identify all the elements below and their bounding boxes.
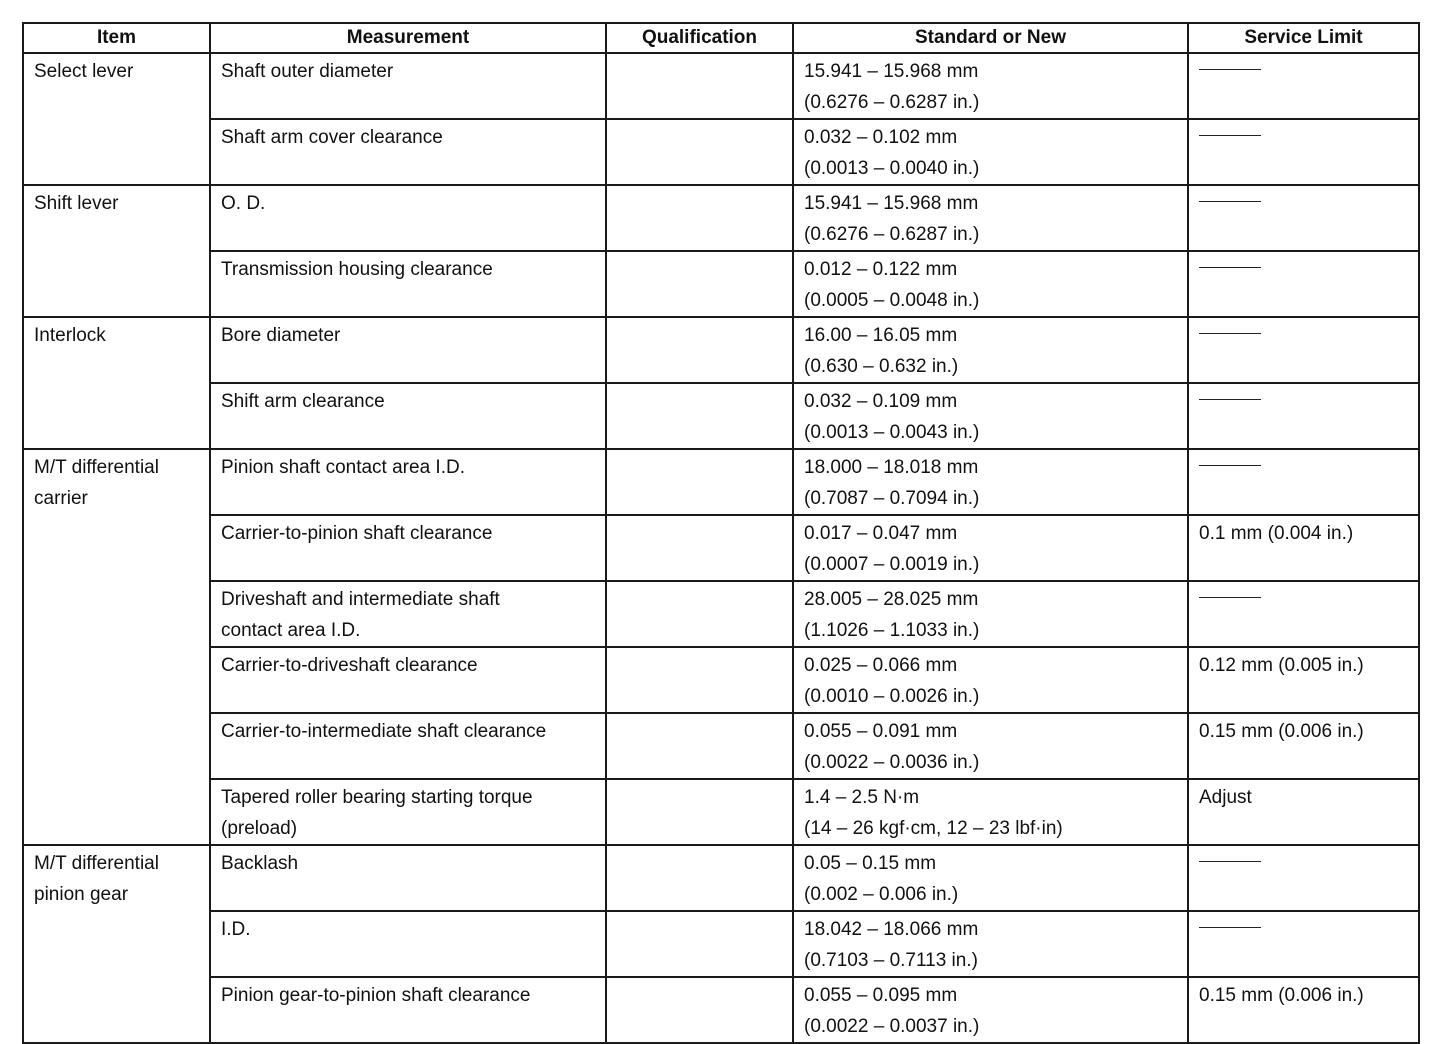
- measurement-line: I.D.: [221, 919, 251, 940]
- item-name-line: Interlock: [34, 325, 106, 346]
- standard-value-imperial: (14 – 26 kgf·cm, 12 – 23 lbf·in): [804, 818, 1063, 839]
- service-limit-cell: [1188, 911, 1419, 977]
- qualification-cell: [606, 779, 793, 845]
- measurement-cell: [210, 449, 606, 515]
- item-name-line: M/T differential: [34, 853, 159, 874]
- qualification-cell: [606, 449, 793, 515]
- standard-value-metric: 28.005 – 28.025 mm: [804, 589, 979, 610]
- item-name-line: Shift lever: [34, 193, 119, 214]
- service-limit-cell: [1188, 185, 1419, 251]
- no-limit-dash: [1199, 267, 1261, 268]
- table-row: [23, 647, 1419, 713]
- table-row: [23, 317, 1419, 383]
- specification-table: [22, 22, 1420, 1044]
- standard-value-metric: 18.000 – 18.018 mm: [804, 457, 979, 478]
- item-name-line: pinion gear: [34, 884, 129, 905]
- service-limit-cell: [1188, 119, 1419, 185]
- table-row: [23, 911, 1419, 977]
- service-limit-cell: [1188, 515, 1419, 581]
- no-limit-dash: [1199, 333, 1261, 334]
- measurement-line: Carrier-to-driveshaft clearance: [221, 655, 478, 676]
- qualification-cell: [606, 515, 793, 581]
- qualification-cell: [606, 977, 793, 1043]
- service-limit-cell: [1188, 713, 1419, 779]
- standard-value-imperial: (0.0022 – 0.0036 in.): [804, 752, 980, 773]
- no-limit-dash: [1199, 399, 1261, 400]
- service-limit-cell: [1188, 581, 1419, 647]
- table-row: [23, 713, 1419, 779]
- measurement-line: (preload): [221, 818, 298, 839]
- standard-value-metric: 18.042 – 18.066 mm: [804, 919, 979, 940]
- item-cell: [23, 185, 210, 317]
- standard-value-metric: 0.017 – 0.047 mm: [804, 523, 958, 544]
- standard-value-imperial: (0.7087 – 0.7094 in.): [804, 488, 980, 509]
- header-measurement: Measurement: [210, 23, 606, 53]
- table-row: [23, 845, 1419, 911]
- measurement-line: Shaft arm cover clearance: [221, 127, 443, 148]
- measurement-cell: [210, 581, 606, 647]
- qualification-cell: [606, 647, 793, 713]
- measurement-line: Backlash: [221, 853, 299, 874]
- no-limit-dash: [1199, 927, 1261, 928]
- measurement-cell: [210, 383, 606, 449]
- item-cell: [23, 449, 210, 845]
- header-service-limit: Service Limit: [1188, 23, 1419, 53]
- service-limit-cell: [1188, 383, 1419, 449]
- measurement-line: Carrier-to-intermediate shaft clearance: [221, 721, 547, 742]
- header-qualification: Qualification: [606, 23, 793, 53]
- standard-value-imperial: (1.1026 – 1.1033 in.): [804, 620, 980, 641]
- standard-cell: [793, 779, 1188, 845]
- qualification-cell: [606, 581, 793, 647]
- measurement-line: O. D.: [221, 193, 266, 214]
- qualification-cell: [606, 185, 793, 251]
- measurement-cell: [210, 911, 606, 977]
- service-limit-value: 0.15 mm (0.006 in.): [1199, 985, 1364, 1006]
- measurement-line: Pinion gear-to-pinion shaft clearance: [221, 985, 531, 1006]
- table-row: [23, 185, 1419, 251]
- no-limit-dash: [1199, 465, 1261, 466]
- item-cell: [23, 317, 210, 449]
- no-limit-dash: [1199, 201, 1261, 202]
- standard-cell: [793, 647, 1188, 713]
- qualification-cell: [606, 713, 793, 779]
- table-row: [23, 581, 1419, 647]
- measurement-cell: [210, 119, 606, 185]
- service-limit-value: 0.15 mm (0.006 in.): [1199, 721, 1364, 742]
- standard-value-metric: 0.05 – 0.15 mm: [804, 853, 937, 874]
- spec-sheet-page: [22, 22, 1418, 1044]
- standard-value-metric: 15.941 – 15.968 mm: [804, 193, 979, 214]
- service-limit-value: 0.1 mm (0.004 in.): [1199, 523, 1354, 544]
- standard-cell: [793, 317, 1188, 383]
- measurement-line: Shift arm clearance: [221, 391, 385, 412]
- standard-cell: [793, 119, 1188, 185]
- table-body: [23, 53, 1419, 1043]
- standard-value-imperial: (0.6276 – 0.6287 in.): [804, 224, 980, 245]
- measurement-line: Carrier-to-pinion shaft clearance: [221, 523, 493, 544]
- measurement-cell: [210, 713, 606, 779]
- standard-value-metric: 0.032 – 0.102 mm: [804, 127, 958, 148]
- standard-cell: [793, 251, 1188, 317]
- item-name-line: M/T differential: [34, 457, 159, 478]
- table-row: [23, 119, 1419, 185]
- service-limit-cell: [1188, 779, 1419, 845]
- measurement-line: Pinion shaft contact area I.D.: [221, 457, 465, 478]
- standard-value-imperial: (0.0007 – 0.0019 in.): [804, 554, 980, 575]
- measurement-line: contact area I.D.: [221, 620, 361, 641]
- service-limit-cell: [1188, 53, 1419, 119]
- standard-value-imperial: (0.6276 – 0.6287 in.): [804, 92, 980, 113]
- measurement-cell: [210, 515, 606, 581]
- standard-cell: [793, 449, 1188, 515]
- standard-value-metric: 0.055 – 0.095 mm: [804, 985, 958, 1006]
- standard-value-imperial: (0.002 – 0.006 in.): [804, 884, 959, 905]
- qualification-cell: [606, 845, 793, 911]
- service-limit-cell: [1188, 977, 1419, 1043]
- service-limit-cell: [1188, 449, 1419, 515]
- table-row: [23, 779, 1419, 845]
- measurement-line: Driveshaft and intermediate shaft: [221, 589, 500, 610]
- standard-cell: [793, 515, 1188, 581]
- item-name-line: carrier: [34, 488, 88, 509]
- table-row: [23, 515, 1419, 581]
- standard-value-imperial: (0.0013 – 0.0043 in.): [804, 422, 980, 443]
- service-limit-value: 0.12 mm (0.005 in.): [1199, 655, 1364, 676]
- measurement-line: Tapered roller bearing starting torque: [221, 787, 533, 808]
- qualification-cell: [606, 911, 793, 977]
- measurement-cell: [210, 185, 606, 251]
- measurement-line: Transmission housing clearance: [221, 259, 493, 280]
- standard-value-metric: 0.012 – 0.122 mm: [804, 259, 958, 280]
- measurement-cell: [210, 53, 606, 119]
- measurement-cell: [210, 647, 606, 713]
- standard-value-metric: 0.032 – 0.109 mm: [804, 391, 958, 412]
- standard-value-metric: 0.025 – 0.066 mm: [804, 655, 958, 676]
- qualification-cell: [606, 119, 793, 185]
- item-name-line: Select lever: [34, 61, 134, 82]
- standard-cell: [793, 713, 1188, 779]
- no-limit-dash: [1199, 861, 1261, 862]
- standard-value-metric: 1.4 – 2.5 N·m: [804, 787, 920, 808]
- item-cell: [23, 53, 210, 185]
- qualification-cell: [606, 53, 793, 119]
- measurement-line: Shaft outer diameter: [221, 61, 394, 82]
- measurement-line: Bore diameter: [221, 325, 341, 346]
- measurement-cell: [210, 977, 606, 1043]
- standard-cell: [793, 911, 1188, 977]
- standard-cell: [793, 845, 1188, 911]
- service-limit-cell: [1188, 317, 1419, 383]
- item-cell: [23, 845, 210, 1043]
- standard-value-imperial: (0.7103 – 0.7113 in.): [804, 950, 978, 971]
- no-limit-dash: [1199, 135, 1261, 136]
- standard-cell: [793, 53, 1188, 119]
- no-limit-dash: [1199, 597, 1261, 598]
- standard-cell: [793, 383, 1188, 449]
- table-row: [23, 251, 1419, 317]
- standard-cell: [793, 185, 1188, 251]
- service-limit-value: Adjust: [1199, 787, 1252, 808]
- qualification-cell: [606, 251, 793, 317]
- table-row: [23, 977, 1419, 1043]
- header-standard-or-new: Standard or New: [793, 23, 1188, 53]
- service-limit-cell: [1188, 845, 1419, 911]
- service-limit-cell: [1188, 251, 1419, 317]
- measurement-cell: [210, 845, 606, 911]
- standard-cell: [793, 581, 1188, 647]
- service-limit-cell: [1188, 647, 1419, 713]
- standard-value-metric: 0.055 – 0.091 mm: [804, 721, 958, 742]
- table-row: [23, 383, 1419, 449]
- standard-value-imperial: (0.0022 – 0.0037 in.): [804, 1016, 980, 1037]
- standard-value-imperial: (0.0005 – 0.0048 in.): [804, 290, 980, 311]
- header-item: Item: [23, 23, 210, 53]
- standard-value-imperial: (0.0010 – 0.0026 in.): [804, 686, 980, 707]
- qualification-cell: [606, 317, 793, 383]
- standard-value-metric: 15.941 – 15.968 mm: [804, 61, 979, 82]
- measurement-cell: [210, 317, 606, 383]
- standard-value-imperial: (0.0013 – 0.0040 in.): [804, 158, 980, 179]
- no-limit-dash: [1199, 69, 1261, 70]
- table-row: [23, 449, 1419, 515]
- qualification-cell: [606, 383, 793, 449]
- standard-value-metric: 16.00 – 16.05 mm: [804, 325, 958, 346]
- standard-value-imperial: (0.630 – 0.632 in.): [804, 356, 959, 377]
- standard-cell: [793, 977, 1188, 1043]
- header-row: [23, 23, 1419, 53]
- table-row: [23, 53, 1419, 119]
- measurement-cell: [210, 779, 606, 845]
- measurement-cell: [210, 251, 606, 317]
